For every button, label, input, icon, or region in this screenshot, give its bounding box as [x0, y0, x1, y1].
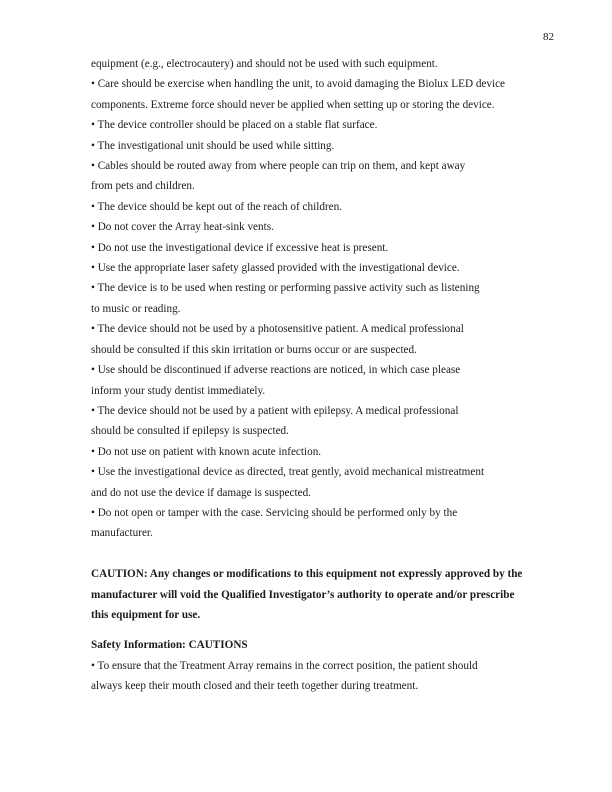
text-line: • The device should not be used by a photosensitive patient. A medical professional	[91, 323, 464, 336]
caution-statement	[91, 564, 533, 625]
text-line: • Do not use the investigational device if excessive heat is present.	[91, 241, 389, 254]
text-line: manufacturer.	[91, 527, 153, 540]
text-line: components. Extreme force should never be applied when setting up or storing the device.	[91, 98, 495, 111]
text-line: • The device should be kept out of the reach of children.	[91, 200, 342, 213]
text-line: • The device should not be used by a patient with epilepsy. A medical professional	[91, 404, 459, 417]
text-line: equipment (e.g., electrocautery) and should not be used with such equipment.	[91, 58, 438, 70]
text-line: Safety Information: CAUTIONS	[91, 639, 248, 652]
page-number: 82	[543, 31, 554, 43]
text-line: • Do not cover the Array heat-sink vents.	[91, 221, 274, 234]
text-line: • Do not use on patient with known acute infection.	[91, 445, 322, 458]
text-line: should be consulted if this skin irritation or burns occur or are suspected.	[91, 343, 417, 356]
text-line: this equipment for use.	[91, 608, 201, 621]
text-line: and do not use the device if damage is suspected.	[91, 486, 311, 499]
text-line: • The device is to be used when resting or performing passive activity such as listening	[91, 282, 480, 295]
text-line: should be consulted if epilepsy is suspected.	[91, 425, 289, 438]
text-line: from pets and children.	[91, 180, 195, 193]
text-line: • Use should be discontinued if adverse reactions are noticed, in which case please	[91, 364, 461, 377]
text-line: to music or reading.	[91, 302, 181, 315]
text-line: • The device controller should be placed on a stable flat surface.	[91, 119, 378, 132]
text-line: • To ensure that the Treatment Array remains in the correct position, the patient should	[91, 659, 478, 672]
text-line: • Use the appropriate laser safety glassed provided with the investigational device.	[91, 262, 460, 275]
text-line: manufacturer will void the Qualified Investigator’s authority to operate and/or prescribe	[91, 588, 515, 601]
page-content	[91, 54, 533, 697]
text-line: • Use the investigational device as directed, treat gently, avoid mechanical mistreatment	[91, 466, 485, 479]
text-line: always keep their mouth closed and their teeth together during treatment.	[91, 680, 419, 693]
safety-cautions-heading	[91, 635, 533, 655]
text-line: • Do not open or tamper with the case. Servicing should be performed only by the	[91, 506, 458, 519]
text-line: • The investigational unit should be used while sitting.	[91, 139, 335, 152]
text-line: • Cables should be routed away from where people can trip on them, and kept away	[91, 160, 466, 173]
warnings-list	[91, 54, 533, 544]
text-line: • Care should be exercise when handling the unit, to avoid damaging the Biolux LED device	[91, 78, 506, 91]
text-line: inform your study dentist immediately.	[91, 384, 266, 397]
text-line: CAUTION: Any changes or modifications to this equipment not expressly approved by the	[91, 568, 523, 581]
cautions-list	[91, 656, 533, 697]
